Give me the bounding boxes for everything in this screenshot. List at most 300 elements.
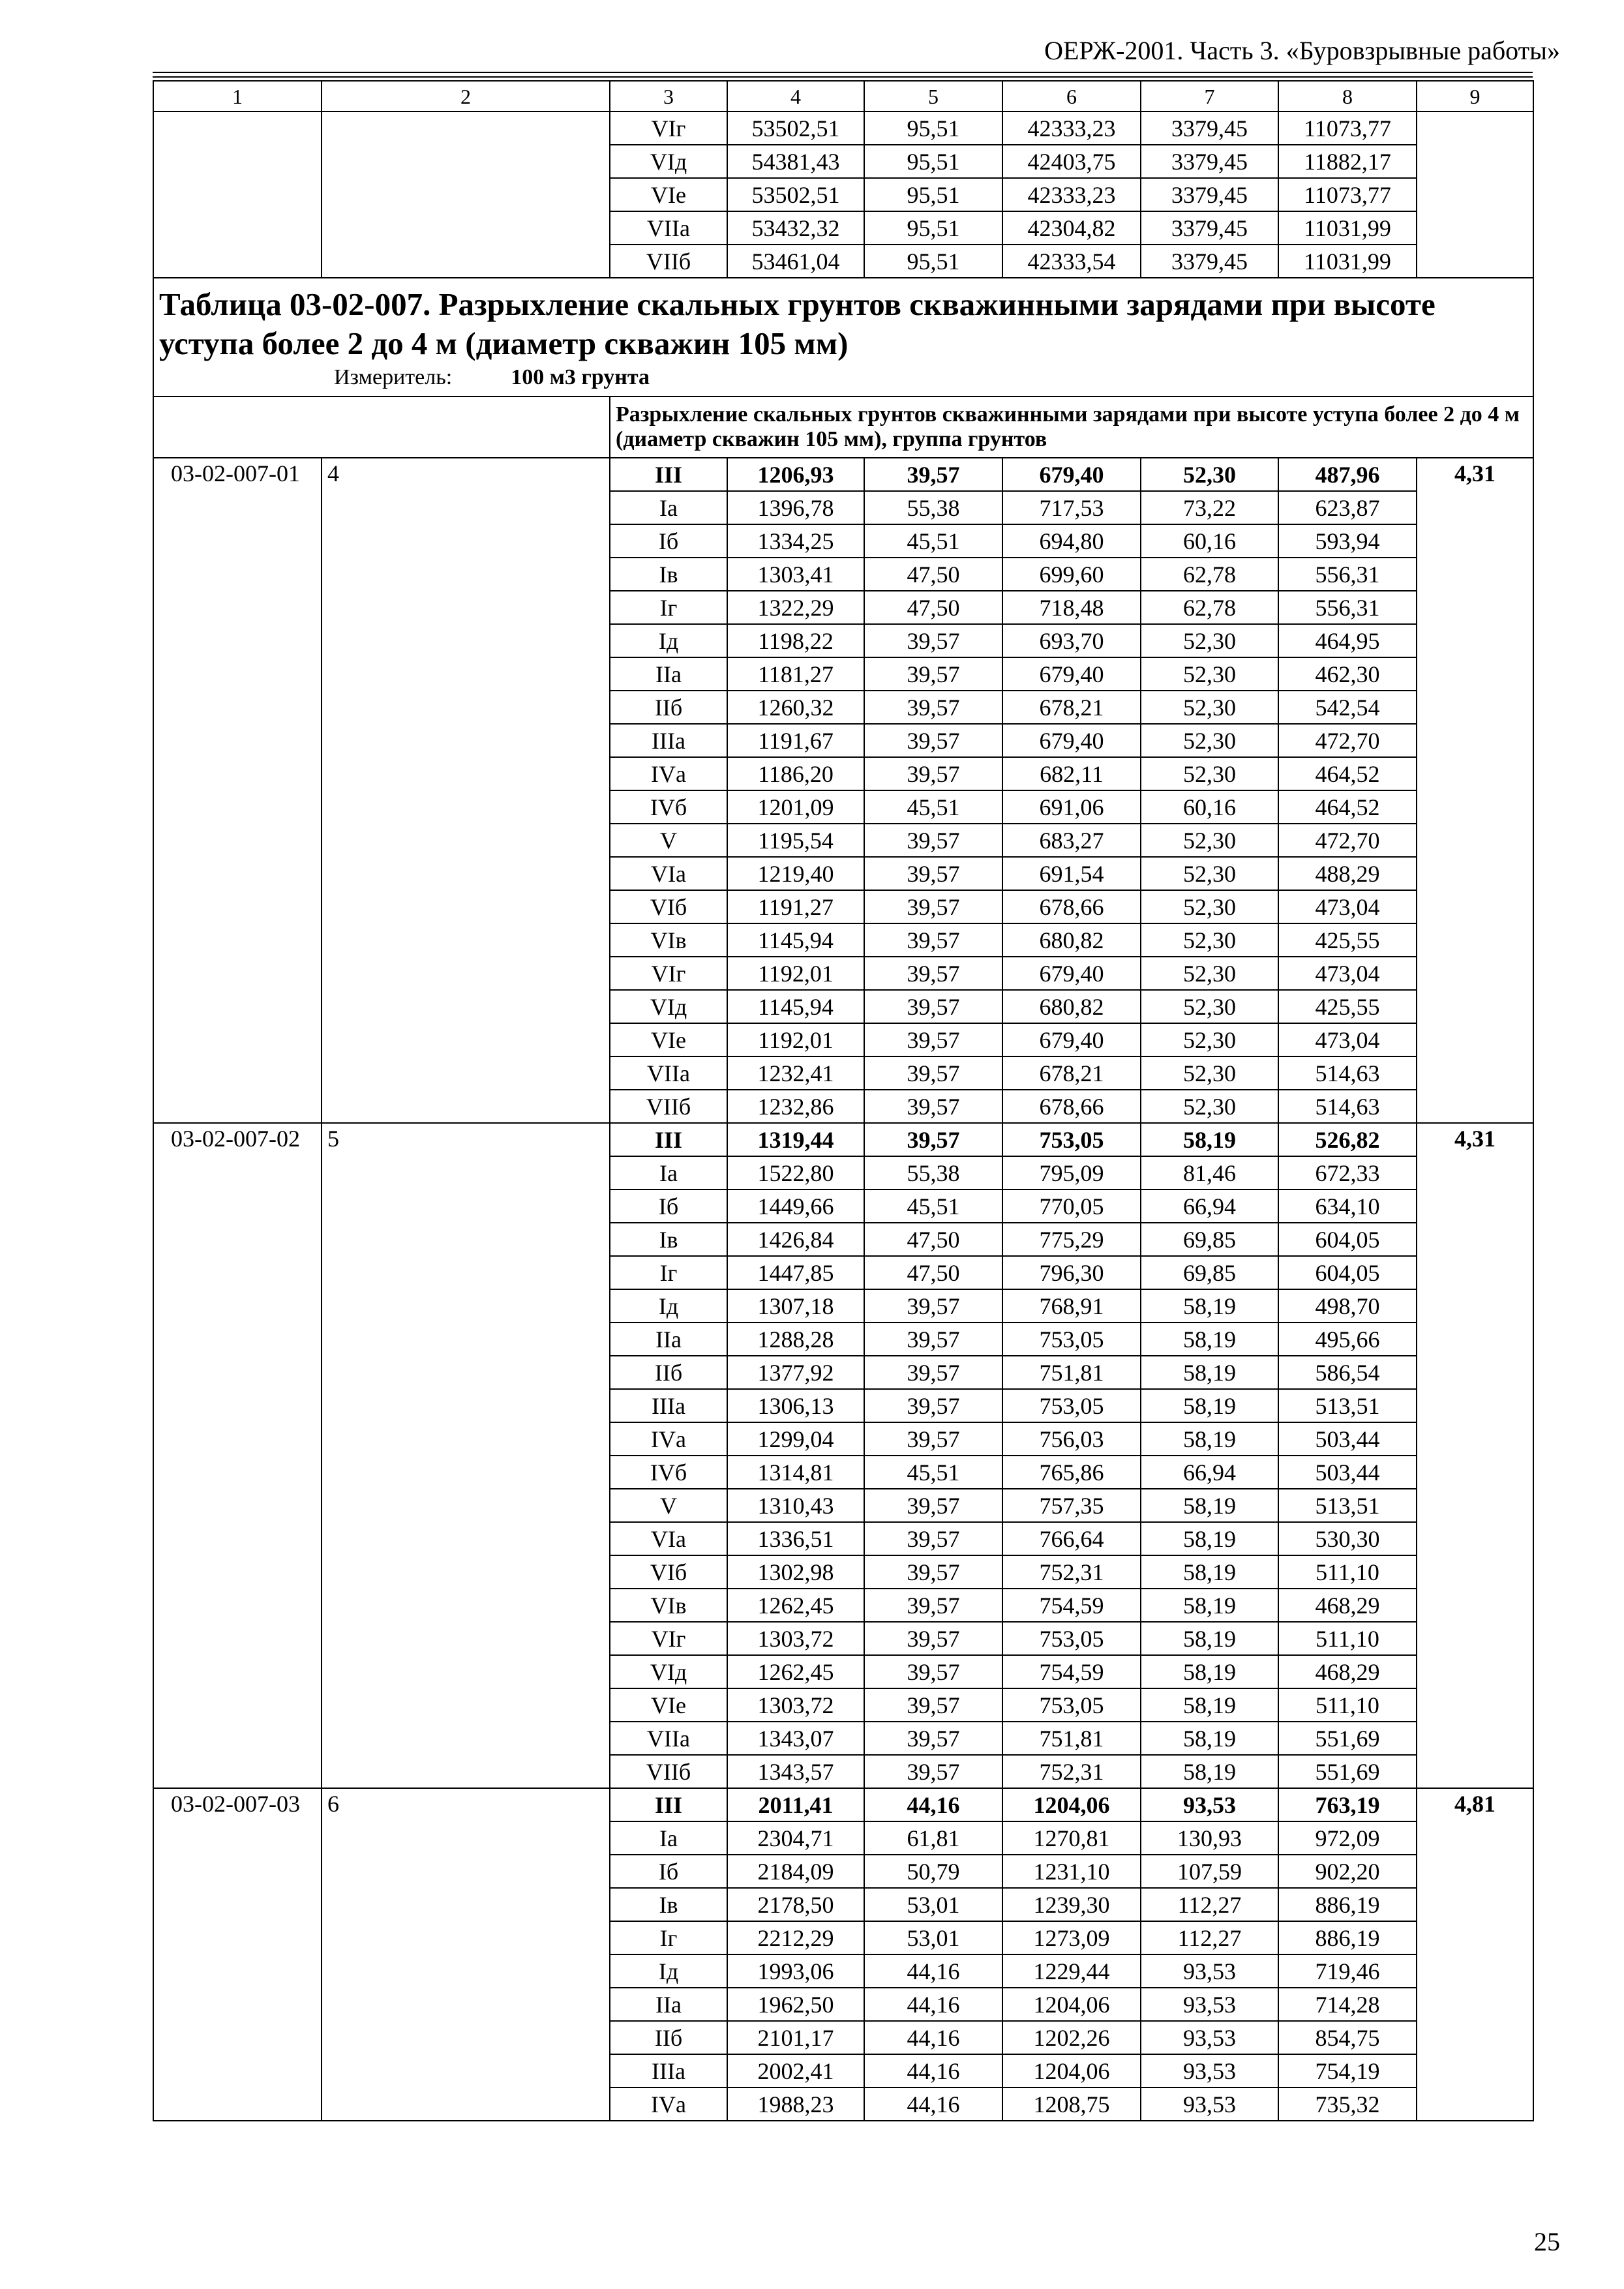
- rates-table: [153, 80, 1534, 2121]
- value-cell: 1273,09: [1002, 1921, 1141, 1954]
- value-cell: 1181,27: [727, 657, 864, 691]
- rock-group-cell: VIд: [610, 990, 727, 1023]
- value-cell: 693,70: [1002, 624, 1141, 657]
- value-cell: 680,82: [1002, 990, 1141, 1023]
- value-cell: 39,57: [864, 1289, 1002, 1323]
- value-cell: 498,70: [1278, 1289, 1417, 1323]
- value-cell: 753,05: [1002, 1688, 1141, 1722]
- rock-group-cell: VIд: [610, 1655, 727, 1688]
- rock-group-cell: Iа: [610, 1156, 727, 1189]
- value-cell: 556,31: [1278, 591, 1417, 624]
- value-cell: 623,87: [1278, 491, 1417, 524]
- value-cell: 53,01: [864, 1921, 1002, 1954]
- item-col9: 4,81: [1417, 1788, 1533, 2121]
- value-cell: 52,30: [1141, 857, 1278, 890]
- value-cell: 464,52: [1278, 757, 1417, 790]
- running-header-title: ОЕРЖ-2001. Часть 3. «Буровзрывные работы»: [1044, 36, 1560, 65]
- value-cell: 1343,57: [727, 1755, 864, 1788]
- value-cell: 683,27: [1002, 824, 1141, 857]
- value-cell: 3379,45: [1141, 211, 1278, 245]
- value-cell: 39,57: [864, 691, 1002, 724]
- value-cell: 766,64: [1002, 1522, 1141, 1555]
- carryover-row: [153, 112, 1533, 145]
- rock-group-cell: IIб: [610, 1356, 727, 1389]
- rock-group-cell: Iа: [610, 491, 727, 524]
- rock-group-cell: IIа: [610, 1988, 727, 2021]
- value-cell: 487,96: [1278, 458, 1417, 491]
- value-cell: 2002,41: [727, 2054, 864, 2087]
- value-cell: 52,30: [1141, 1056, 1278, 1090]
- value-cell: 1201,09: [727, 790, 864, 824]
- item-col9: 4,31: [1417, 458, 1533, 1123]
- value-cell: 11031,99: [1278, 245, 1417, 278]
- value-cell: 55,38: [864, 491, 1002, 524]
- value-cell: 39,57: [864, 1589, 1002, 1622]
- value-cell: 679,40: [1002, 724, 1141, 757]
- header-rule: [153, 72, 1533, 73]
- value-cell: 53,01: [864, 1888, 1002, 1921]
- value-cell: 39,57: [864, 624, 1002, 657]
- value-cell: 44,16: [864, 2021, 1002, 2054]
- item-col2: 4: [322, 458, 610, 1123]
- value-cell: 472,70: [1278, 824, 1417, 857]
- value-cell: 60,16: [1141, 524, 1278, 558]
- value-cell: 69,85: [1141, 1256, 1278, 1289]
- value-cell: 39,57: [864, 657, 1002, 691]
- rock-group-cell: VIв: [610, 923, 727, 957]
- value-cell: 751,81: [1002, 1356, 1141, 1389]
- value-cell: 58,19: [1141, 1123, 1278, 1156]
- column-number: 2: [322, 81, 610, 112]
- value-cell: 2304,71: [727, 1821, 864, 1855]
- value-cell: 1262,45: [727, 1655, 864, 1688]
- value-cell: 39,57: [864, 1356, 1002, 1389]
- rock-group-cell: Iв: [610, 558, 727, 591]
- value-cell: 58,19: [1141, 1589, 1278, 1622]
- value-cell: 514,63: [1278, 1090, 1417, 1123]
- value-cell: 45,51: [864, 790, 1002, 824]
- table-description: Разрыхление скальных грунтов скважинными зарядами при высоте уступа более 2 до 4 м (диаметр скважин 105 мм), группа грунтов: [610, 396, 1533, 458]
- rock-group-cell: V: [610, 1489, 727, 1522]
- value-cell: 854,75: [1278, 2021, 1417, 2054]
- value-cell: 3379,45: [1141, 112, 1278, 145]
- carryover-code-cell: [153, 112, 322, 278]
- value-cell: 473,04: [1278, 890, 1417, 923]
- rock-group-cell: IIа: [610, 657, 727, 691]
- value-cell: 678,66: [1002, 890, 1141, 923]
- rock-group-cell: Iб: [610, 524, 727, 558]
- column-number: 8: [1278, 81, 1417, 112]
- value-cell: 1202,26: [1002, 2021, 1141, 2054]
- value-cell: 1232,86: [727, 1090, 864, 1123]
- rock-group-cell: III: [610, 458, 727, 491]
- value-cell: 39,57: [864, 724, 1002, 757]
- value-cell: 53502,51: [727, 178, 864, 211]
- value-cell: 47,50: [864, 558, 1002, 591]
- value-cell: 1322,29: [727, 591, 864, 624]
- value-cell: 44,16: [864, 1988, 1002, 2021]
- value-cell: 11882,17: [1278, 145, 1417, 178]
- value-cell: 468,29: [1278, 1655, 1417, 1688]
- value-cell: 604,05: [1278, 1223, 1417, 1256]
- value-cell: 768,91: [1002, 1289, 1141, 1323]
- rock-group-cell: VIа: [610, 1522, 727, 1555]
- value-cell: 679,40: [1002, 1023, 1141, 1056]
- rock-group-cell: VIIа: [610, 211, 727, 245]
- value-cell: 699,60: [1002, 558, 1141, 591]
- value-cell: 39,57: [864, 1755, 1002, 1788]
- rock-group-cell: VIг: [610, 957, 727, 990]
- value-cell: 1334,25: [727, 524, 864, 558]
- value-cell: 472,70: [1278, 724, 1417, 757]
- value-cell: 55,38: [864, 1156, 1002, 1189]
- value-cell: 95,51: [864, 145, 1002, 178]
- item-col9: 4,31: [1417, 1123, 1533, 1788]
- value-cell: 52,30: [1141, 657, 1278, 691]
- value-cell: 691,06: [1002, 790, 1141, 824]
- rock-group-cell: VIе: [610, 1688, 727, 1722]
- value-cell: 39,57: [864, 923, 1002, 957]
- rock-group-cell: VIд: [610, 145, 727, 178]
- value-cell: 796,30: [1002, 1256, 1141, 1289]
- value-cell: 62,78: [1141, 591, 1278, 624]
- value-cell: 972,09: [1278, 1821, 1417, 1855]
- rock-group-cell: VIе: [610, 1023, 727, 1056]
- value-cell: 58,19: [1141, 1489, 1278, 1522]
- value-cell: 1314,81: [727, 1456, 864, 1489]
- value-cell: 52,30: [1141, 757, 1278, 790]
- value-cell: 1231,10: [1002, 1855, 1141, 1888]
- value-cell: 42333,23: [1002, 112, 1141, 145]
- column-number: 6: [1002, 81, 1141, 112]
- value-cell: 58,19: [1141, 1289, 1278, 1323]
- value-cell: 1343,07: [727, 1722, 864, 1755]
- item-code: 03-02-007-03: [153, 1788, 322, 2121]
- value-cell: 93,53: [1141, 2087, 1278, 2121]
- value-cell: 52,30: [1141, 923, 1278, 957]
- value-cell: 112,27: [1141, 1921, 1278, 1954]
- rock-group-cell: VIе: [610, 178, 727, 211]
- value-cell: 39,57: [864, 1123, 1002, 1156]
- value-cell: 1302,98: [727, 1555, 864, 1589]
- table-row: [153, 458, 1533, 491]
- rock-group-cell: V: [610, 824, 727, 857]
- value-cell: 1377,92: [727, 1356, 864, 1389]
- header-rule-double: [153, 76, 1533, 78]
- value-cell: 53432,32: [727, 211, 864, 245]
- meter-line: [159, 365, 1527, 391]
- value-cell: 95,51: [864, 112, 1002, 145]
- value-cell: 1195,54: [727, 824, 864, 857]
- value-cell: 39,57: [864, 1056, 1002, 1090]
- value-cell: 69,85: [1141, 1223, 1278, 1256]
- value-cell: 52,30: [1141, 990, 1278, 1023]
- value-cell: 44,16: [864, 1954, 1002, 1988]
- value-cell: 694,80: [1002, 524, 1141, 558]
- rock-group-cell: Iд: [610, 1289, 727, 1323]
- value-cell: 52,30: [1141, 890, 1278, 923]
- value-cell: 556,31: [1278, 558, 1417, 591]
- item-code: 03-02-007-02: [153, 1123, 322, 1788]
- rock-group-cell: VIб: [610, 890, 727, 923]
- value-cell: 1186,20: [727, 757, 864, 790]
- value-cell: 39,57: [864, 1622, 1002, 1655]
- rock-group-cell: VIб: [610, 1555, 727, 1589]
- value-cell: 39,57: [864, 890, 1002, 923]
- value-cell: 682,11: [1002, 757, 1141, 790]
- value-cell: 52,30: [1141, 957, 1278, 990]
- value-cell: 425,55: [1278, 923, 1417, 957]
- table-row: [153, 1788, 1533, 1821]
- value-cell: 1336,51: [727, 1522, 864, 1555]
- value-cell: 58,19: [1141, 1722, 1278, 1755]
- value-cell: 473,04: [1278, 1023, 1417, 1056]
- value-cell: 58,19: [1141, 1522, 1278, 1555]
- value-cell: 58,19: [1141, 1688, 1278, 1722]
- rock-group-cell: VIг: [610, 1622, 727, 1655]
- description-left-cell: [153, 396, 610, 458]
- value-cell: 47,50: [864, 591, 1002, 624]
- rock-group-cell: IIIа: [610, 1389, 727, 1422]
- value-cell: 54381,43: [727, 145, 864, 178]
- value-cell: 95,51: [864, 245, 1002, 278]
- table-row: [153, 1123, 1533, 1156]
- value-cell: 39,57: [864, 824, 1002, 857]
- rock-group-cell: IIIа: [610, 2054, 727, 2087]
- value-cell: 39,57: [864, 957, 1002, 990]
- value-cell: 717,53: [1002, 491, 1141, 524]
- value-cell: 526,82: [1278, 1123, 1417, 1156]
- value-cell: 1198,22: [727, 624, 864, 657]
- rock-group-cell: IVа: [610, 1422, 727, 1456]
- value-cell: 886,19: [1278, 1888, 1417, 1921]
- value-cell: 1288,28: [727, 1323, 864, 1356]
- value-cell: 586,54: [1278, 1356, 1417, 1389]
- value-cell: 752,31: [1002, 1755, 1141, 1788]
- value-cell: 52,30: [1141, 1023, 1278, 1056]
- value-cell: 58,19: [1141, 1356, 1278, 1389]
- value-cell: 1522,80: [727, 1156, 864, 1189]
- value-cell: 42333,54: [1002, 245, 1141, 278]
- value-cell: 2184,09: [727, 1855, 864, 1888]
- value-cell: 513,51: [1278, 1389, 1417, 1422]
- carryover-col9-cell: [1417, 112, 1533, 278]
- value-cell: 680,82: [1002, 923, 1141, 957]
- value-cell: 45,51: [864, 1189, 1002, 1223]
- value-cell: 672,33: [1278, 1156, 1417, 1189]
- value-cell: 678,66: [1002, 1090, 1141, 1123]
- value-cell: 93,53: [1141, 1788, 1278, 1821]
- value-cell: 763,19: [1278, 1788, 1417, 1821]
- value-cell: 1232,41: [727, 1056, 864, 1090]
- value-cell: 39,57: [864, 1489, 1002, 1522]
- value-cell: 1191,67: [727, 724, 864, 757]
- meter-label: Измеритель:: [334, 365, 453, 389]
- value-cell: 425,55: [1278, 990, 1417, 1023]
- value-cell: 62,78: [1141, 558, 1278, 591]
- value-cell: 39,57: [864, 1023, 1002, 1056]
- value-cell: 2011,41: [727, 1788, 864, 1821]
- value-cell: 2178,50: [727, 1888, 864, 1921]
- value-cell: 39,57: [864, 1323, 1002, 1356]
- value-cell: 39,57: [864, 1555, 1002, 1589]
- value-cell: 95,51: [864, 178, 1002, 211]
- rock-group-cell: Iг: [610, 1921, 727, 1954]
- value-cell: 53461,04: [727, 245, 864, 278]
- value-cell: 52,30: [1141, 824, 1278, 857]
- value-cell: 58,19: [1141, 1755, 1278, 1788]
- value-cell: 679,40: [1002, 657, 1141, 691]
- value-cell: 45,51: [864, 1456, 1002, 1489]
- value-cell: 752,31: [1002, 1555, 1141, 1589]
- rock-group-cell: VIIб: [610, 1755, 727, 1788]
- value-cell: 753,05: [1002, 1123, 1141, 1156]
- value-cell: 39,57: [864, 1688, 1002, 1722]
- value-cell: 3379,45: [1141, 145, 1278, 178]
- value-cell: 1962,50: [727, 1988, 864, 2021]
- value-cell: 58,19: [1141, 1622, 1278, 1655]
- value-cell: 58,19: [1141, 1422, 1278, 1456]
- value-cell: 503,44: [1278, 1456, 1417, 1489]
- value-cell: 39,57: [864, 990, 1002, 1023]
- meter-value: 100 м3 грунта: [511, 365, 650, 389]
- value-cell: 52,30: [1141, 724, 1278, 757]
- table-description-row: [153, 396, 1533, 458]
- value-cell: 1260,32: [727, 691, 864, 724]
- value-cell: 551,69: [1278, 1722, 1417, 1755]
- value-cell: 52,30: [1141, 624, 1278, 657]
- value-cell: 93,53: [1141, 1954, 1278, 1988]
- value-cell: 1204,06: [1002, 1788, 1141, 1821]
- value-cell: 1192,01: [727, 1023, 864, 1056]
- value-cell: 1426,84: [727, 1223, 864, 1256]
- value-cell: 45,51: [864, 524, 1002, 558]
- rock-group-cell: Iв: [610, 1888, 727, 1921]
- value-cell: 1262,45: [727, 1589, 864, 1622]
- value-cell: 770,05: [1002, 1189, 1141, 1223]
- value-cell: 753,05: [1002, 1622, 1141, 1655]
- value-cell: 52,30: [1141, 1090, 1278, 1123]
- value-cell: 42403,75: [1002, 145, 1141, 178]
- value-cell: 112,27: [1141, 1888, 1278, 1921]
- value-cell: 1208,75: [1002, 2087, 1141, 2121]
- value-cell: 93,53: [1141, 1988, 1278, 2021]
- rock-group-cell: VIIб: [610, 245, 727, 278]
- value-cell: 1206,93: [727, 458, 864, 491]
- rock-group-cell: III: [610, 1788, 727, 1821]
- value-cell: 530,30: [1278, 1522, 1417, 1555]
- value-cell: 39,57: [864, 1090, 1002, 1123]
- value-cell: 886,19: [1278, 1921, 1417, 1954]
- column-number: 7: [1141, 81, 1278, 112]
- value-cell: 551,69: [1278, 1755, 1417, 1788]
- value-cell: 44,16: [864, 1788, 1002, 1821]
- value-cell: 53502,51: [727, 112, 864, 145]
- value-cell: 2212,29: [727, 1921, 864, 1954]
- rock-group-cell: VIIб: [610, 1090, 727, 1123]
- value-cell: 1988,23: [727, 2087, 864, 2121]
- value-cell: 795,09: [1002, 1156, 1141, 1189]
- value-cell: 61,81: [864, 1821, 1002, 1855]
- value-cell: 902,20: [1278, 1855, 1417, 1888]
- value-cell: 751,81: [1002, 1722, 1141, 1755]
- value-cell: 511,10: [1278, 1688, 1417, 1722]
- value-cell: 50,79: [864, 1855, 1002, 1888]
- rock-group-cell: Iб: [610, 1189, 727, 1223]
- rock-group-cell: IIб: [610, 691, 727, 724]
- rock-group-cell: IIа: [610, 1323, 727, 1356]
- value-cell: 511,10: [1278, 1622, 1417, 1655]
- value-cell: 462,30: [1278, 657, 1417, 691]
- value-cell: 52,30: [1141, 691, 1278, 724]
- value-cell: 1319,44: [727, 1123, 864, 1156]
- value-cell: 756,03: [1002, 1422, 1141, 1456]
- value-cell: 44,16: [864, 2087, 1002, 2121]
- value-cell: 1307,18: [727, 1289, 864, 1323]
- value-cell: 473,04: [1278, 957, 1417, 990]
- value-cell: 39,57: [864, 1389, 1002, 1422]
- value-cell: 130,93: [1141, 1821, 1278, 1855]
- value-cell: 58,19: [1141, 1655, 1278, 1688]
- item-col2: 6: [322, 1788, 610, 2121]
- value-cell: 775,29: [1002, 1223, 1141, 1256]
- value-cell: 1204,06: [1002, 1988, 1141, 2021]
- table-title-row: [153, 278, 1533, 396]
- value-cell: 11073,77: [1278, 112, 1417, 145]
- value-cell: 58,19: [1141, 1323, 1278, 1356]
- value-cell: 488,29: [1278, 857, 1417, 890]
- value-cell: 1204,06: [1002, 2054, 1141, 2087]
- rock-group-cell: VIIа: [610, 1722, 727, 1755]
- value-cell: 1993,06: [727, 1954, 864, 1988]
- value-cell: 39,57: [864, 1422, 1002, 1456]
- value-cell: 52,30: [1141, 458, 1278, 491]
- value-cell: 718,48: [1002, 591, 1141, 624]
- column-number: 4: [727, 81, 864, 112]
- value-cell: 58,19: [1141, 1389, 1278, 1422]
- value-cell: 1229,44: [1002, 1954, 1141, 1988]
- column-number: 9: [1417, 81, 1533, 112]
- rock-group-cell: Iв: [610, 1223, 727, 1256]
- value-cell: 1191,27: [727, 890, 864, 923]
- column-number-row: [153, 81, 1533, 112]
- value-cell: 1303,72: [727, 1622, 864, 1655]
- rock-group-cell: Iд: [610, 624, 727, 657]
- value-cell: 1396,78: [727, 491, 864, 524]
- value-cell: 753,05: [1002, 1323, 1141, 1356]
- value-cell: 60,16: [1141, 790, 1278, 824]
- rock-group-cell: Iг: [610, 591, 727, 624]
- value-cell: 107,59: [1141, 1855, 1278, 1888]
- value-cell: 39,57: [864, 458, 1002, 491]
- value-cell: 1447,85: [727, 1256, 864, 1289]
- value-cell: 11073,77: [1278, 178, 1417, 211]
- value-cell: 3379,45: [1141, 245, 1278, 278]
- value-cell: 44,16: [864, 2054, 1002, 2087]
- rock-group-cell: III: [610, 1123, 727, 1156]
- rock-group-cell: Iа: [610, 1821, 727, 1855]
- rock-group-cell: Iб: [610, 1855, 727, 1888]
- value-cell: 714,28: [1278, 1988, 1417, 2021]
- column-number: 5: [864, 81, 1002, 112]
- value-cell: 735,32: [1278, 2087, 1417, 2121]
- rock-group-cell: Iд: [610, 1954, 727, 1988]
- value-cell: 93,53: [1141, 2021, 1278, 2054]
- value-cell: 754,59: [1002, 1655, 1141, 1688]
- value-cell: 58,19: [1141, 1555, 1278, 1589]
- value-cell: 765,86: [1002, 1456, 1141, 1489]
- value-cell: 39,57: [864, 757, 1002, 790]
